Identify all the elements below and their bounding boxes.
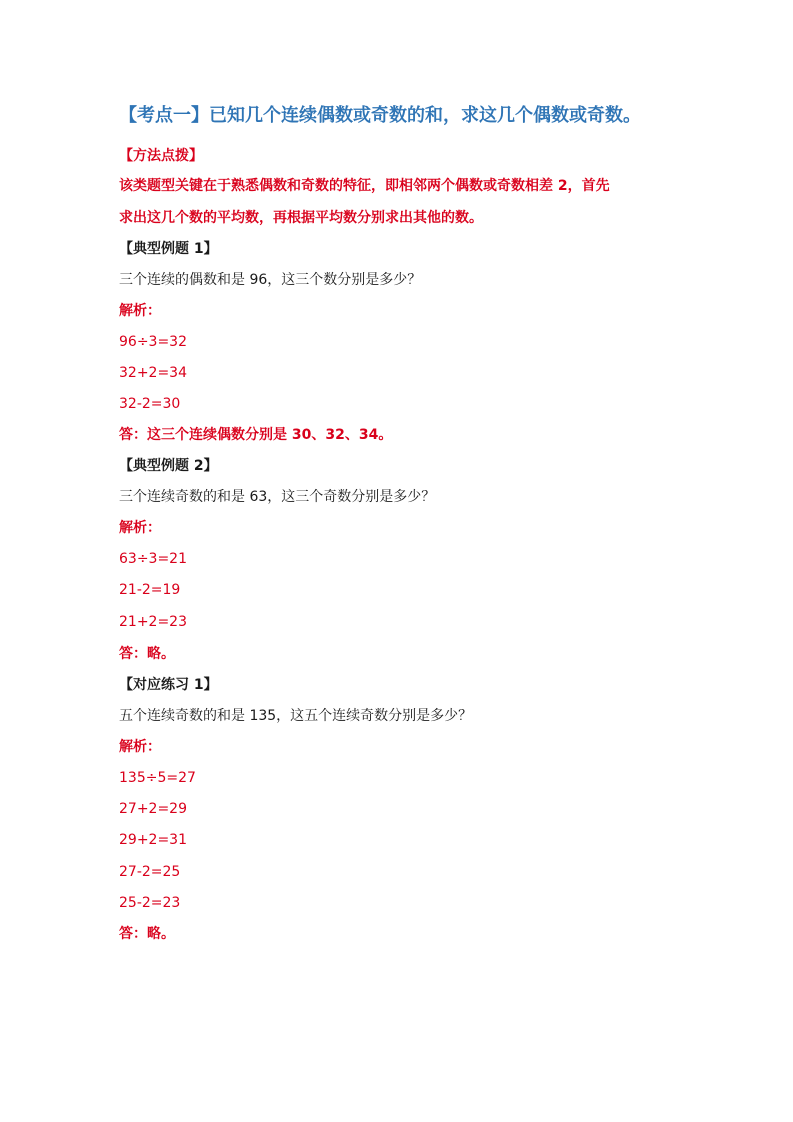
example2-analysis-label: 解析： — [119, 520, 161, 536]
example1-step: 32-2=30 — [119, 396, 181, 412]
example2-step: 21-2=19 — [119, 582, 181, 598]
practice1-answer: 答：略。 — [119, 926, 175, 942]
practice1-step: 29+2=31 — [119, 832, 187, 848]
method-heading: 【方法点拨】 — [119, 148, 203, 164]
example1-heading: 【典型例题 1】 — [119, 241, 218, 257]
section-title: 【考点一】已知几个连续偶数或奇数的和，求这几个偶数或奇数。 — [119, 105, 641, 126]
example2-heading: 【典型例题 2】 — [119, 458, 218, 474]
example1-analysis-label: 解析： — [119, 303, 161, 319]
example2-step: 21+2=23 — [119, 614, 187, 630]
example1-step: 96÷3=32 — [119, 334, 187, 350]
practice1-analysis-label: 解析： — [119, 739, 161, 755]
practice1-step: 27-2=25 — [119, 864, 181, 880]
method-text-line-1: 该类题型关键在于熟悉偶数和奇数的特征，即相邻两个偶数或奇数相差 2，首先 — [119, 178, 610, 194]
example1-question: 三个连续的偶数和是 96，这三个数分别是多少？ — [119, 272, 422, 288]
practice1-step: 25-2=23 — [119, 895, 181, 911]
example1-step: 32+2=34 — [119, 365, 187, 381]
method-text-line-2: 求出这几个数的平均数，再根据平均数分别求出其他的数。 — [119, 210, 483, 226]
practice1-step: 27+2=29 — [119, 801, 187, 817]
example2-question: 三个连续奇数的和是 63，这三个奇数分别是多少？ — [119, 489, 436, 505]
example2-answer: 答：略。 — [119, 646, 175, 662]
practice1-question: 五个连续奇数的和是 135，这五个连续奇数分别是多少？ — [119, 708, 473, 724]
example2-step: 63÷3=21 — [119, 551, 187, 567]
practice1-step: 135÷5=27 — [119, 770, 196, 786]
practice1-heading: 【对应练习 1】 — [119, 677, 218, 693]
example1-answer: 答：这三个连续偶数分别是 30、32、34。 — [119, 427, 393, 443]
